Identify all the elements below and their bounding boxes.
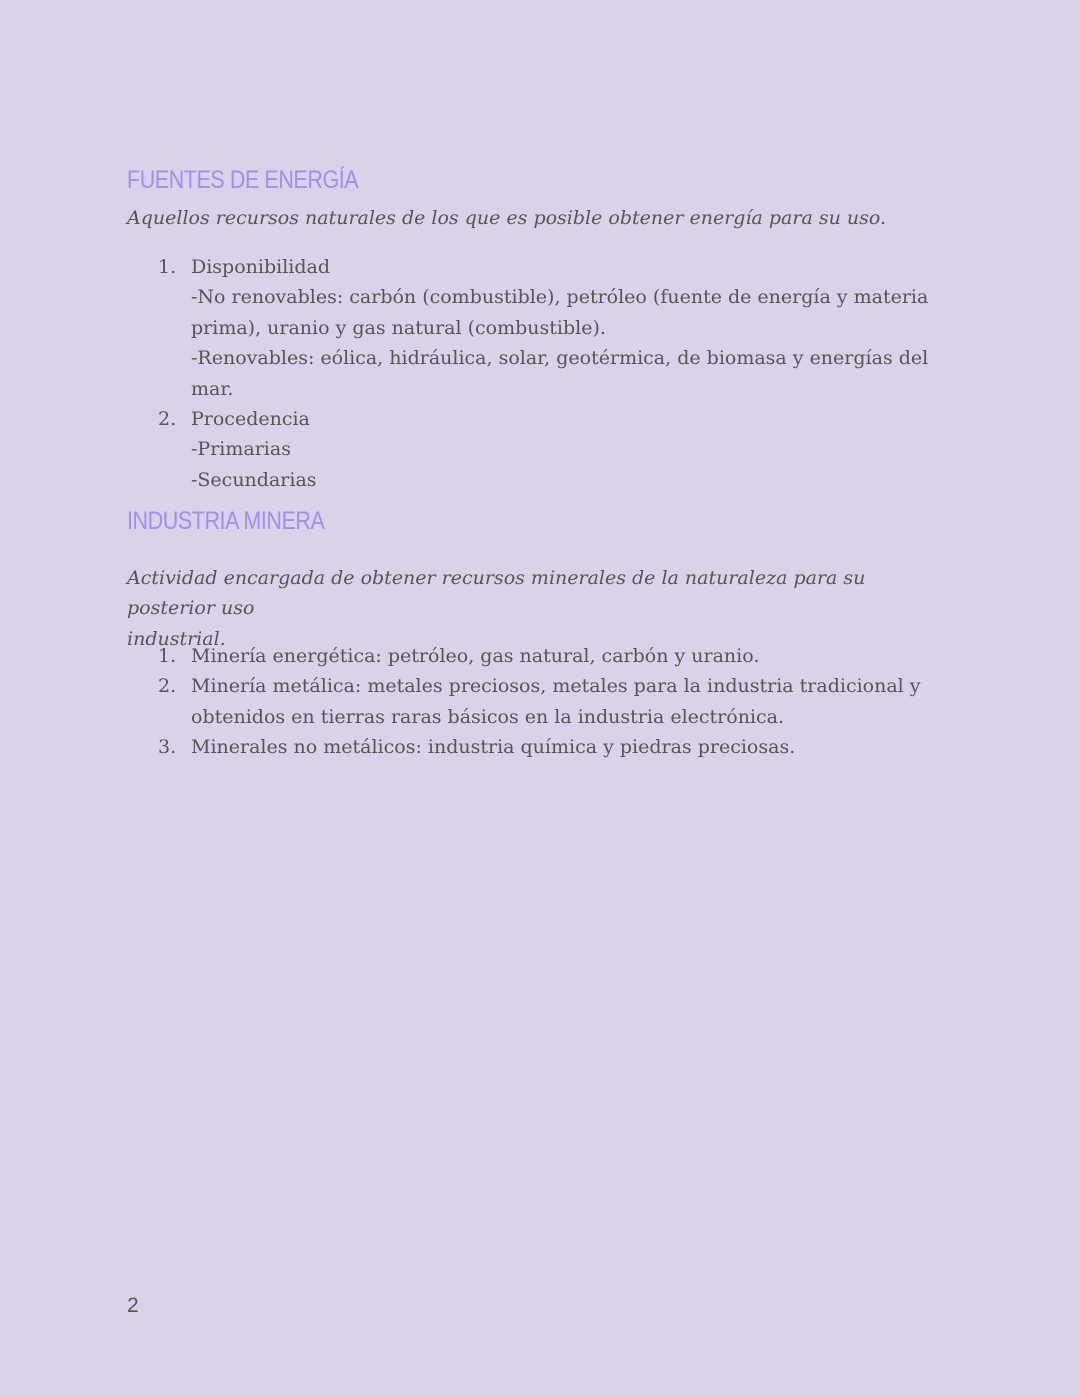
list-fuentes — [127, 252, 957, 495]
section-heading-fuentes: FUENTES DE ENERGÍA — [127, 166, 359, 194]
section-intro-fuentes: Aquellos recursos naturales de los que es posible obtener energía para su uso. — [127, 207, 886, 229]
page-number: 2 — [127, 1294, 139, 1317]
list-item — [127, 641, 957, 671]
list-item-line: prima), uranio y gas natural (combustible). — [191, 316, 606, 339]
list-item-number: 2. — [158, 408, 177, 431]
list-item-number: 1. — [158, 645, 177, 667]
list-item-line: -Primarias — [191, 438, 291, 461]
list-item-line: -No renovables: carbón (combustible), petróleo (fuente de energía y materia — [191, 286, 929, 309]
list-item-line: Disponibilidad — [191, 256, 331, 278]
list-item-line: obtenidos en tierras raras básicos en la industria electrónica. — [191, 705, 785, 728]
list-item-line: Minería metálica: metales preciosos, metales para la industria tradicional y — [191, 675, 921, 698]
list-item — [127, 671, 957, 732]
list-item — [127, 732, 957, 762]
list-item — [127, 404, 957, 495]
list-item-line: -Renovables: eólica, hidráulica, solar, geotérmica, de biomasa y energías del mar. — [191, 347, 929, 400]
list-item-line: Procedencia — [191, 408, 310, 431]
list-item-number: 2. — [158, 675, 177, 698]
list-item-number: 3. — [158, 736, 177, 759]
list-item — [127, 252, 957, 404]
intro-line: Actividad encargada de obtener recursos minerales de la naturaleza para su posterior uso — [127, 567, 866, 620]
list-item-number: 1. — [158, 256, 177, 278]
intro-line: industrial. — [127, 627, 226, 650]
list-item-line: Minería energética: petróleo, gas natural, carbón y uranio. — [191, 645, 760, 667]
list-item-line: -Secundarias — [191, 468, 317, 491]
list-minera — [127, 641, 957, 763]
section-heading-minera: INDUSTRIA MINERA — [127, 507, 325, 535]
list-item-line: Minerales no metálicos: industria química y piedras preciosas. — [191, 736, 796, 759]
